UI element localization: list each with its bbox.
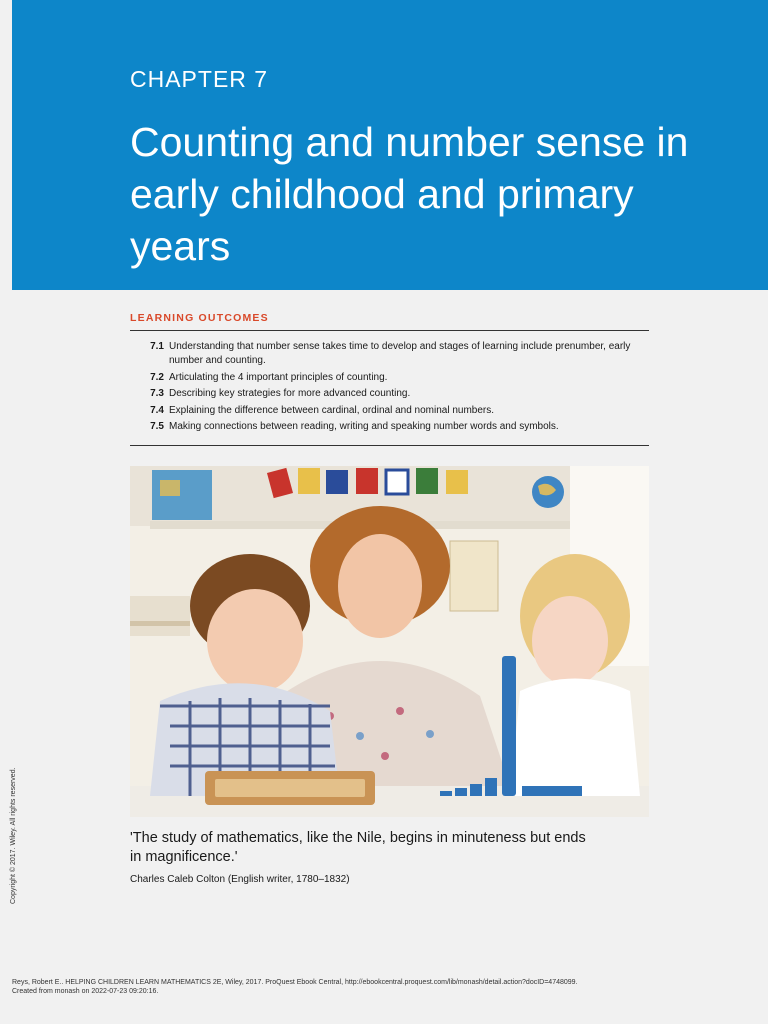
copyright-notice: Copyright © 2017. Wiley. All rights reserved.: [10, 767, 17, 904]
footer-citation: Reys, Robert E.. HELPING CHILDREN LEARN MATHEMATICS 2E, Wiley, 2017. ProQuest Ebook Central, http://ebookcentral.proquest.com/lib/monash/detail.action?docID=4748099.: [12, 979, 578, 986]
outcome-number: 7.2: [150, 371, 164, 383]
chapter-label: CHAPTER 7: [130, 66, 269, 92]
outcome-text: Articulating the 4 important principles of counting.: [169, 371, 388, 383]
outcome-number: 7.4: [150, 404, 164, 416]
outcome-number: 7.1: [150, 341, 164, 352]
outcome-item: [130, 420, 649, 434]
classroom-photo: [130, 466, 649, 817]
outcomes-bottom-rule: [130, 445, 649, 446]
outcome-item: [130, 340, 649, 368]
page-footer: [12, 978, 578, 996]
footer-created: Created from monash on 2022-07-23 09:20:16.: [12, 988, 159, 995]
chapter-banner: [12, 0, 768, 290]
outcome-text: Making connections between reading, writing and speaking number words and symbols.: [169, 421, 559, 432]
chapter-title: Counting and number sense in early childhood and primary years: [130, 119, 689, 269]
outcome-item: [130, 404, 649, 418]
outcome-text: Understanding that number sense takes time to develop and stages of learning include prenumber, early number and counting.: [169, 341, 631, 366]
outcome-number: 7.3: [150, 388, 164, 399]
outcomes-top-rule: [130, 330, 649, 331]
outcome-number: 7.5: [150, 421, 164, 432]
learning-outcomes-heading: LEARNING OUTCOMES: [130, 312, 269, 324]
epigraph-quote: 'The study of mathematics, like the Nile, begins in minuteness but ends in magnificence.': [130, 830, 586, 865]
epigraph-author: Charles Caleb Colton (English writer, 1780–1832): [130, 874, 350, 885]
outcome-text: Explaining the difference between cardinal, ordinal and nominal numbers.: [169, 404, 495, 416]
outcome-text: Describing key strategies for more advanced counting.: [169, 388, 411, 399]
learning-outcomes-list: [130, 340, 649, 437]
outcome-item: [130, 371, 649, 385]
outcome-item: [130, 387, 649, 401]
